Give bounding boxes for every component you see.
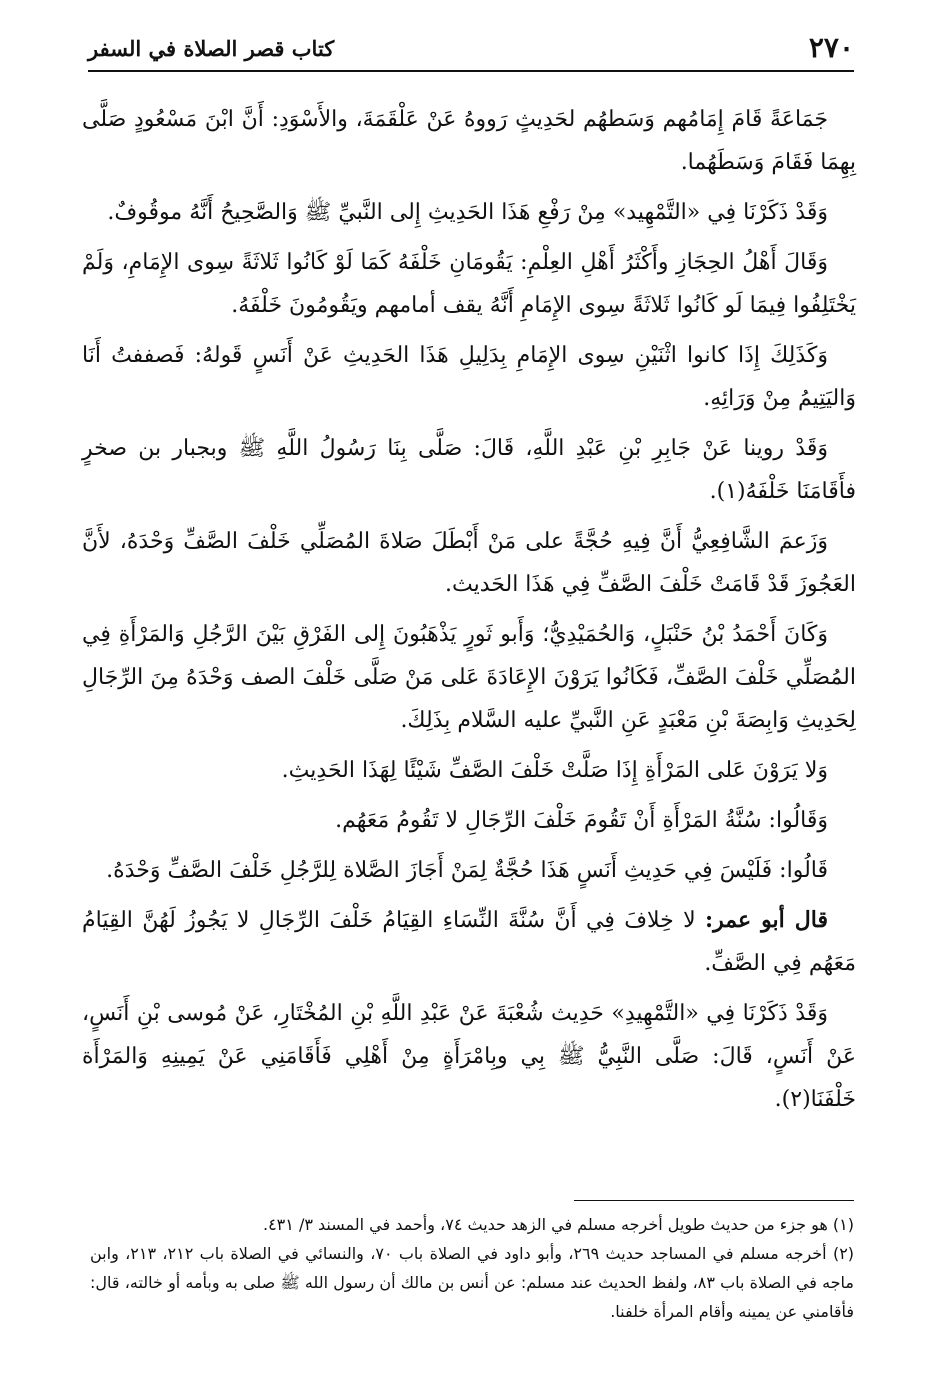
footnote-separator xyxy=(574,1200,854,1201)
paragraph-text: وَقَدْ روينا عَنْ جَابِرِ بْنِ عَبْدِ اللَّهِ، قَالَ: صَلَّى بِنَا رَسُولُ اللَّهِ ﷺ وبجبار بن صخرٍ فأَقَامَنَا خَلْفَهُ(١). xyxy=(82,436,856,504)
footnote: (٢) أخرجه مسلم في المساجد حديث ٢٦٩، وأبو داود في الصلاة باب ٧٠، والنسائي في الصلاة باب ٢١٢، ٢١٣، وابن ماجه في الصلاة باب ٨٣، ولفظ الحديث عند مسلم: عن أنس بن مالك أن رسول الله ﷺ صلى به وبأمه أو خالته، قال: فأقامني عن يمينه وأقام المرأة خلفنا. xyxy=(90,1244,855,1321)
header-rule xyxy=(88,70,854,72)
paragraph-lead: قال أبو عمر: xyxy=(705,907,828,933)
paragraph xyxy=(82,749,856,792)
paragraph-text: لا خِلافَ فِي أَنَّ سُنَّةَ النِّسَاءِ القِيَامُ خَلْفَ الرِّجَالِ لا يَجُوزُ لَهُنَّ القِيَامُ مَعَهُم فِي الصَّفِّ. xyxy=(82,908,856,976)
paragraph-text: وَقَالَ أَهْلُ الحِجَازِ وأَكْثَرُ أَهْلِ العِلْمِ: يَقُومَانِ خَلْفَهُ كَمَا لَوْ كَانُوا ثَلاثَةً سِوى الإِمَامِ، وَلَمْ يَخْتَلِفُوا فِيمَا لَو كَانُوا ثَلاثَةً سِوى الإِمَامِ أَنَّهُ يقف أمامهم ويَقُومُونَ خَلْفَهُ. xyxy=(82,250,856,318)
paragraph-text: وَقَالُوا: سُنَّةُ المَرْأَةِ أَنْ تَقُومَ خَلْفَ الرِّجَالِ لا تَقُومُ مَعَهُم. xyxy=(335,808,828,833)
footnote: (١) هو جزء من حديث طويل أخرجه مسلم في الزهد حديث ٧٤، وأحمد في المسند ٣/ ٤٣١. xyxy=(262,1215,854,1234)
paragraph xyxy=(82,241,856,327)
main-text xyxy=(82,98,856,1128)
paragraph xyxy=(82,899,856,985)
paragraph xyxy=(82,849,856,892)
paragraph xyxy=(82,191,856,234)
paragraph-text: وَقَدْ ذَكَرْنَا فِي «التَّمْهِيدِ» حَدِيث شُعْبَةَ عَنْ عَبْدِ اللَّهِ بْنِ المُخْتَارِ، عَنْ مُوسى بْنِ أَنَسٍ، عَنْ أَنَسٍ، قَالَ: صَلَّى النَّبِيُّ ﷺ بِي وبِامْرَأَةٍ مِنْ أَهْلِي فَأَقَامَنِي عَنْ يَمِينِهِ وَالمَرْأَة خَلْفَنَا(٢). xyxy=(82,1001,856,1112)
paragraph xyxy=(82,427,856,513)
paragraph-text: وَكَذَلِكَ إِذَا كانوا اثْنَيْنِ سِوى الإِمَامِ بِدَلِيلِ هَذَا الحَدِيثِ عَنْ أَنَسٍ قَولهُ: فَصففتُ أَنَا وَاليَتِيمُ مِنْ وَرَائِهِ. xyxy=(82,343,856,411)
paragraph xyxy=(82,520,856,606)
paragraph xyxy=(82,799,856,842)
paragraph-text: وَكَانَ أَحْمَدُ بْنُ حَنْبَلٍ، وَالحُمَيْدِيُّ؛ وَأَبو ثَورٍ يَذْهَبُونَ إِلى الفَرْقِ بَيْنَ الرَّجُلِ وَالمَرْأَةِ فِي المُصَلِّي خَلْفَ الصَّفِّ، فَكَانُوا يَرَوْنَ الإِعَادَةَ عَلى مَنْ صَلَّى خَلْفَ الصف وَحْدَهُ مِنَ الرِّجَالِ لِحَدِيثِ وَابِصَةَ بْنِ مَعْبَدٍ عَنِ النَّبيِّ عليه السَّلام بِذَلِكَ. xyxy=(82,622,856,733)
paragraph xyxy=(82,334,856,420)
paragraph-text: وَقَدْ ذَكَرْنَا فِي «التَّمْهِيد» مِنْ رَفْعِ هَذَا الحَدِيثِ إِلى النَّبيِّ ﷺ وَالصَّحِيحُ أَنَّهُ موقُوفٌ. xyxy=(107,200,828,225)
footnotes xyxy=(90,1210,854,1326)
paragraph-text: وَلا يَرَوْنَ عَلى المَرْأَةِ إِذَا صَلَّتْ خَلْفَ الصَّفِّ شَيْئًا لِهَذَا الحَدِيثِ. xyxy=(281,758,828,783)
running-title: كتاب قصر الصلاة في السفر xyxy=(88,36,335,61)
paragraph-text: قَالُوا: فَلَيْسَ فِي حَدِيثِ أَنَسٍ هَذَا حُجَّةٌ لِمَنْ أَجَازَ الصَّلاة لِلرَّجُلِ خَلْفَ الصَّفِّ وَحْدَهُ. xyxy=(106,858,828,883)
paragraph-text: جَمَاعَةً قَامَ إِمَامُهم وَسَطهُم لحَدِيثٍ رَووهُ عَنْ عَلْقَمَةَ، والأَسْوَدِ: أَنَّ ابْنَ مَسْعُودٍ صَلَّى بِهِمَا فَقَامَ وَسَطَهُما. xyxy=(82,107,856,175)
paragraph xyxy=(82,98,856,184)
paragraph xyxy=(82,992,856,1121)
page-header xyxy=(88,30,854,70)
paragraph-text: وَزَعمَ الشَّافِعِيُّ أَنَّ فِيهِ حُجَّةً على مَنْ أَبْطَلَ صَلاةَ المُصَلِّي خَلْفَ الصَّفِّ وَحْدَهُ، لأَنَّ العَجُوزَ قَدْ قَامَتْ خَلْفَ الصَّفِّ فِي هَذَا الحَديث. xyxy=(82,529,856,597)
paragraph xyxy=(82,613,856,742)
page-number: ٢٧٠ xyxy=(808,31,854,64)
